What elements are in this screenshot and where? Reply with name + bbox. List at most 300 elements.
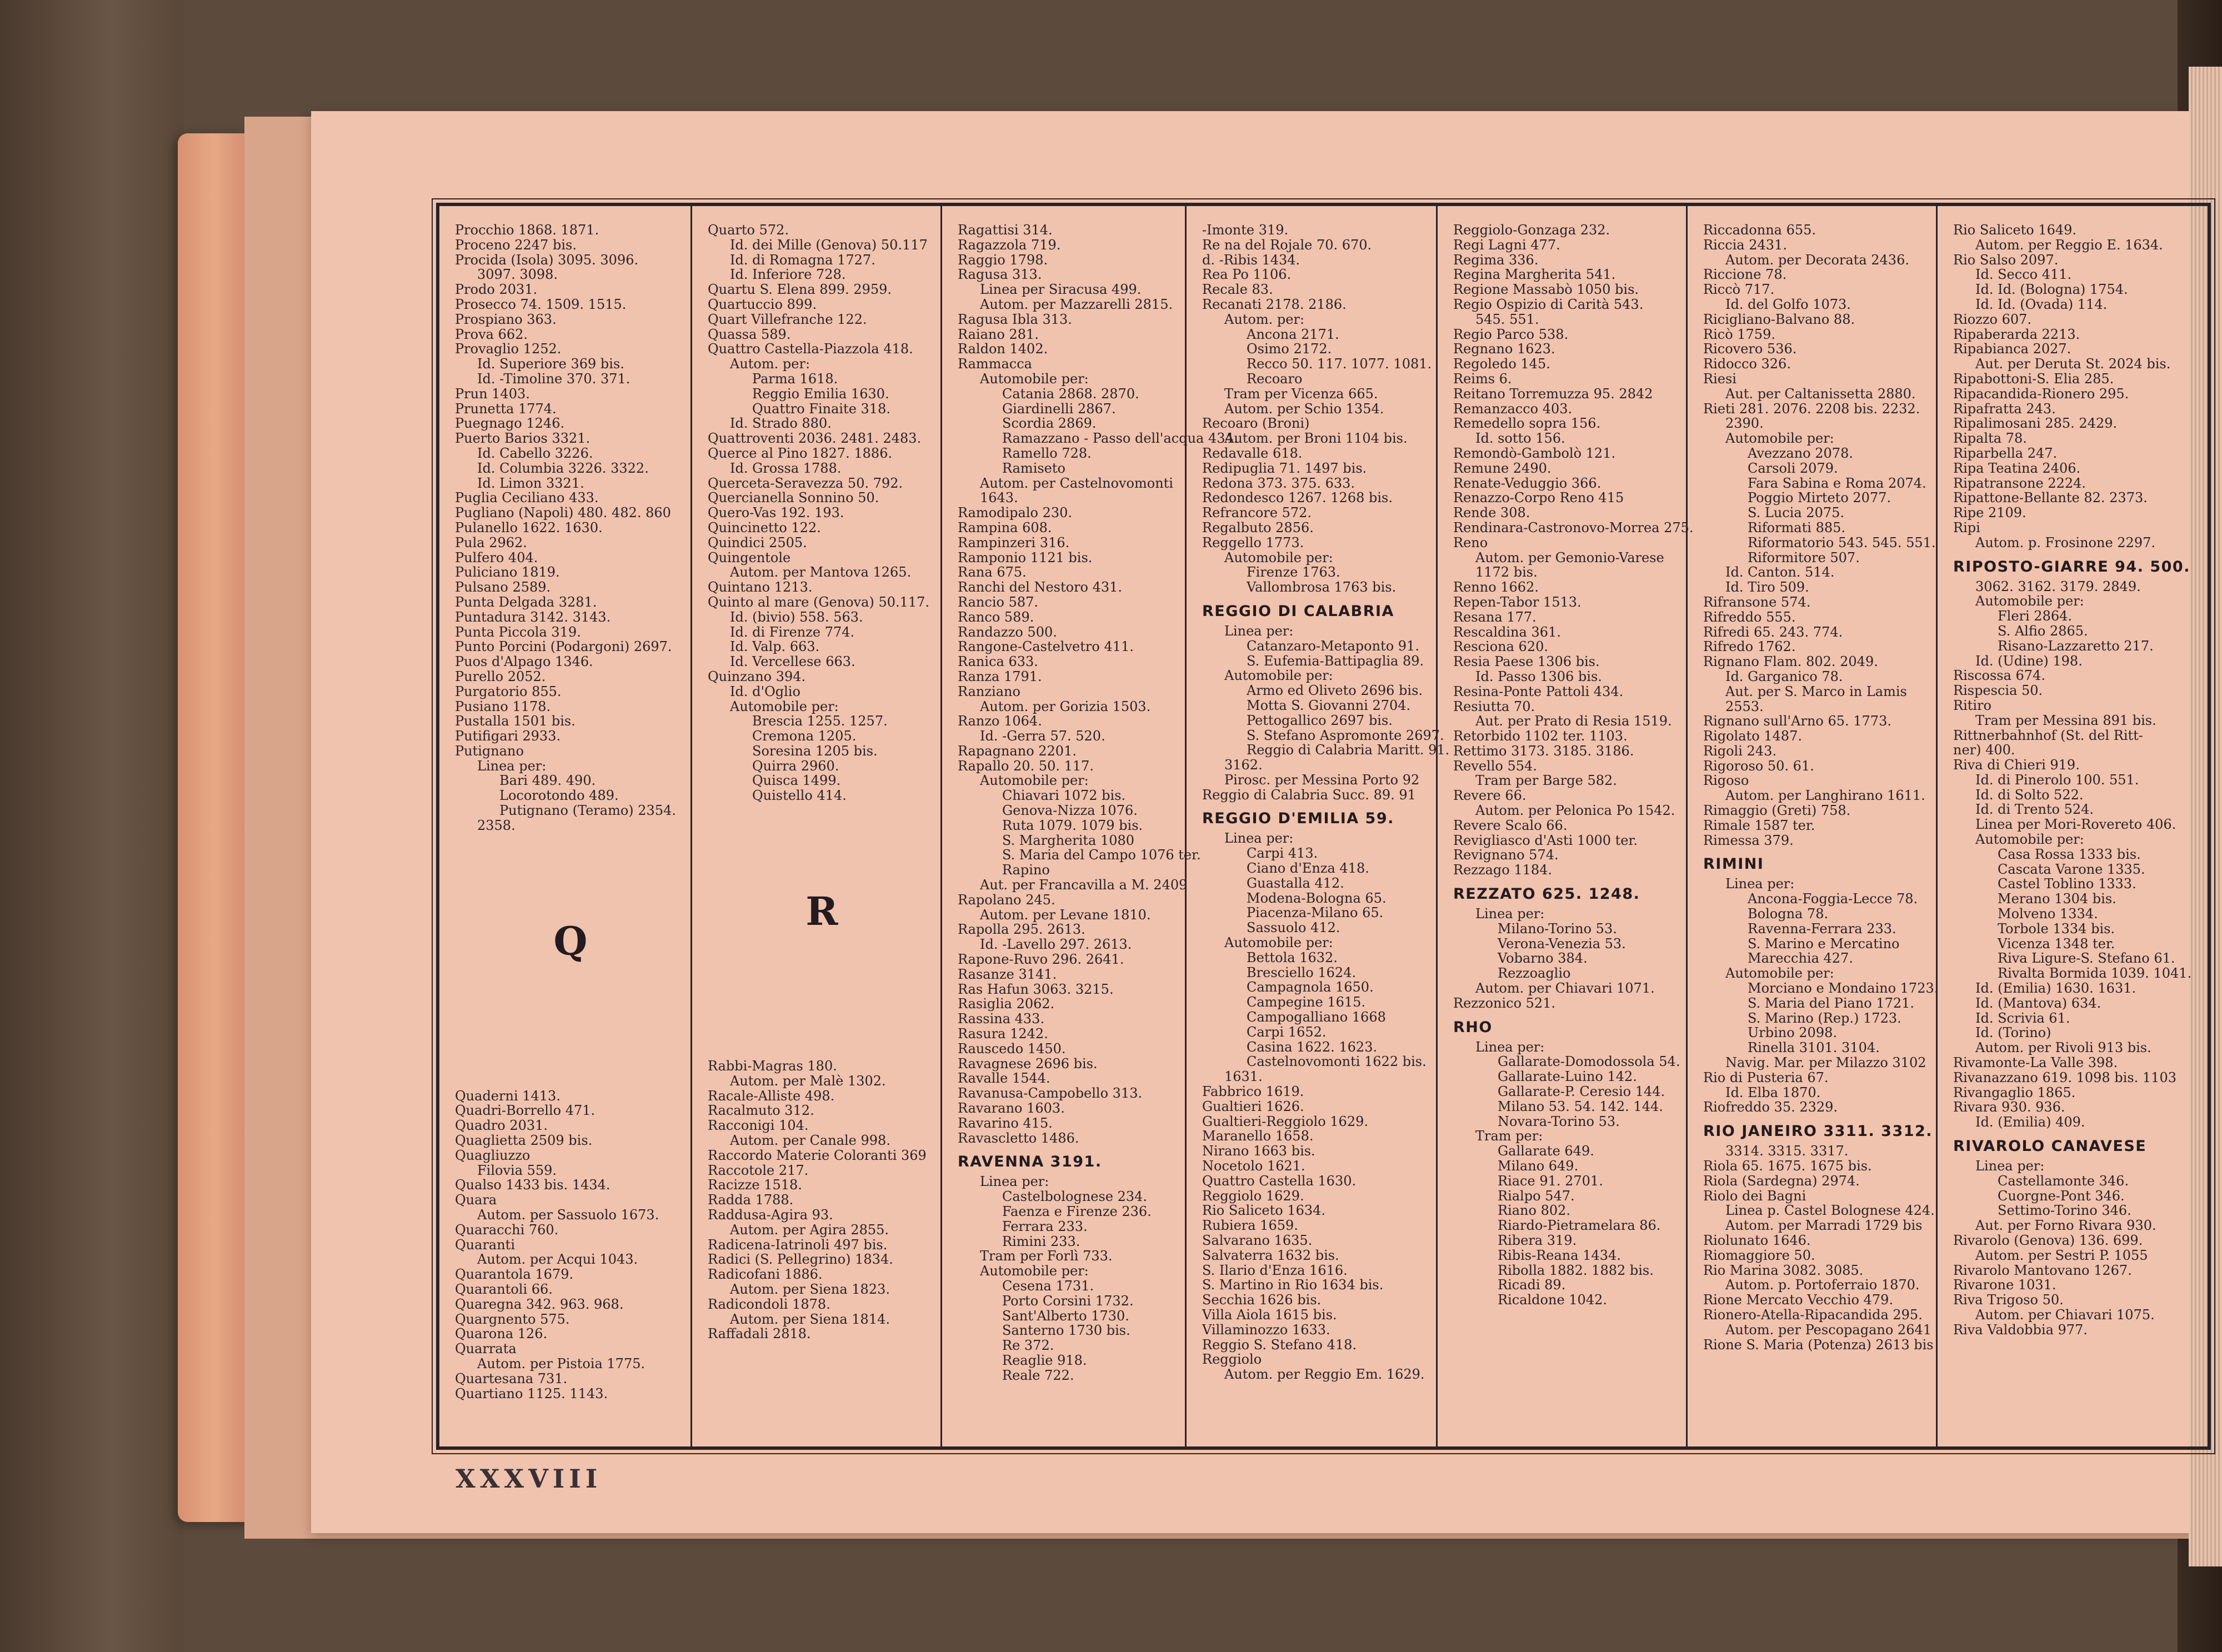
index-entry: Carpi 413. <box>1247 845 1318 862</box>
index-entry: Raddusa-Agira 93. <box>708 1207 833 1223</box>
index-entry: Rea Po 1106. <box>1202 267 1292 283</box>
index-entry: Vallombrosa 1763 bis. <box>1247 579 1397 595</box>
index-entry: Autom. per Siena 1814. <box>730 1311 890 1327</box>
index-entry: Ramazzano - Passo dell'acqua 434. <box>1002 430 1238 447</box>
index-entry: Quattro Finaite 318. <box>752 401 890 417</box>
index-entry: Rio Marina 3082. 3085. <box>1703 1262 1864 1278</box>
index-entry: Rasanze 3141. <box>958 966 1057 982</box>
index-entry: Tram per Barge 582. <box>1475 773 1617 789</box>
index-entry: Autom. per Pescopagano 2641 <box>1725 1321 1932 1338</box>
index-entry: Rio Salso 2097. <box>1953 252 2059 268</box>
index-entry: Rauscedo 1450. <box>958 1040 1066 1057</box>
index-entry: Autom. per Chiavari 1075. <box>1975 1306 2155 1323</box>
index-entry: Revigliasco d'Asti 1000 ter. <box>1453 832 1638 848</box>
index-entry: Ripalta 78. <box>1953 430 2027 447</box>
index-entry: Linea per Mori-Rovereto 406. <box>1975 817 2176 833</box>
index-entry: Id. Inferiore 728. <box>730 267 846 283</box>
index-entry: Quistello 414. <box>752 788 847 804</box>
index-entry: Reggiolo-Gonzaga 232. <box>1453 222 1610 238</box>
index-entry: Riace 91. 2701. <box>1498 1173 1603 1189</box>
index-entry: Villaminozzo 1633. <box>1202 1321 1330 1338</box>
index-entry: Prunetta 1774. <box>455 401 557 417</box>
index-entry: Riformati 885. <box>1748 519 1846 535</box>
index-entry: Redavalle 618. <box>1202 445 1303 461</box>
index-entry: Quartesana 731. <box>455 1370 568 1386</box>
index-entry: Quartiano 1125. 1143. <box>455 1385 608 1401</box>
index-entry: Ragusa Ibla 313. <box>958 311 1072 327</box>
index-entry: Armo ed Oliveto 2696 bis. <box>1247 683 1423 699</box>
index-entry: Novara-Torino 53. <box>1498 1113 1620 1129</box>
index-entry: Gallarate 649. <box>1498 1143 1594 1159</box>
index-entry: Autom. per: <box>1224 311 1305 327</box>
index-entry: Quattro Castella 1630. <box>1202 1173 1357 1189</box>
entry-list <box>708 1059 936 1341</box>
index-entry: Osimo 2172. <box>1247 341 1332 357</box>
index-entry: Id. Strado 880. <box>730 415 832 432</box>
index-entry: Id. d'Oglio <box>730 683 800 699</box>
index-entry: Rio di Pusteria 67. <box>1703 1069 1829 1085</box>
index-entry: Reggio di Calabria Succ. 89. 91 <box>1202 787 1416 803</box>
index-entry: Retorbido 1102 ter. 1103. <box>1453 728 1628 744</box>
index-entry: Autom. per Gorizia 1503. <box>980 698 1151 714</box>
index-entry: Linea per: <box>1224 830 1294 847</box>
index-entry: Automobile per: <box>980 371 1089 387</box>
index-entry: Settimo-Torino 346. <box>1998 1203 2131 1219</box>
index-entry: Ripi <box>1953 519 1980 535</box>
index-entry: Autom. per: <box>730 356 810 372</box>
index-entry: Catanzaro-Metaponto 91. <box>1247 638 1419 654</box>
index-entry: Riano 802. <box>1498 1203 1571 1219</box>
index-entry: Autom. per Castelnovomonti <box>980 475 1173 491</box>
index-entry: 1172 bis. <box>1475 564 1538 580</box>
index-entry: Reggiolo <box>1202 1351 1262 1368</box>
index-entry: Remedello sopra 156. <box>1453 415 1601 432</box>
index-entry: Campegine 1615. <box>1247 994 1366 1010</box>
index-entry: Molveno 1334. <box>1998 906 2098 922</box>
index-entry: Salvarano 1635. <box>1202 1233 1313 1248</box>
index-entry: Pugliano (Napoli) 480. 482. 860 <box>455 505 671 521</box>
index-entry: 3314. 3315. 3317. <box>1725 1143 1849 1159</box>
index-entry: Verona-Venezia 53. <box>1498 935 1626 952</box>
index-entry: Autom. per Malè 1302. <box>730 1073 886 1089</box>
index-entry: Quarantoli 66. <box>455 1281 553 1298</box>
index-entry: Rassina 433. <box>958 1011 1045 1027</box>
index-entry: Fabbrico 1619. <box>1202 1084 1304 1100</box>
index-entry: Ripatransone 2224. <box>1953 475 2086 491</box>
index-entry: Quindici 2505. <box>708 534 807 550</box>
index-entry: Rione S. Maria (Potenza) 2613 bis <box>1703 1336 1934 1353</box>
index-entry: Vobarno 384. <box>1498 950 1588 967</box>
index-entry: Autom. per Marradi 1729 bis <box>1725 1218 1923 1234</box>
index-entry: Procida (Isola) 3095. 3096. <box>455 252 639 268</box>
index-entry: Resina-Ponte Pattoli 434. <box>1453 683 1624 699</box>
section-heading-rezzato: REZZATO 625. 1248. <box>1453 885 1640 903</box>
index-entry: Linea per Siracusa 499. <box>980 282 1142 298</box>
index-entry: Quarantola 1679. <box>455 1266 574 1283</box>
index-entry: Milano 53. 54. 142. 144. <box>1498 1098 1663 1114</box>
index-entry: Ranzo 1064. <box>958 713 1042 729</box>
section-heading-rio-janeiro: RIO JANEIRO 3311. 3312. <box>1703 1123 1933 1140</box>
index-entry: Riccia 2431. <box>1703 237 1787 253</box>
index-entry: S. Stefano Aspromonte 2697. <box>1247 727 1444 743</box>
index-entry: Regio Parco 538. <box>1453 326 1569 342</box>
index-entry: Rescaldina 361. <box>1453 624 1561 640</box>
index-entry: Ramiseto <box>1002 460 1065 476</box>
index-entry: Rimessa 379. <box>1703 832 1794 848</box>
index-entry: Qualso 1433 bis. 1434. <box>455 1177 610 1193</box>
index-entry: Tram per Vicenza 665. <box>1224 386 1378 402</box>
index-entry: Quisca 1499. <box>752 773 841 789</box>
index-entry: Nirano 1663 bis. <box>1202 1143 1315 1159</box>
index-entry: Villa Aiola 1615 bis. <box>1202 1306 1337 1323</box>
index-entry: Ravascletto 1486. <box>958 1130 1079 1146</box>
index-entry: Campogalliano 1668 <box>1247 1009 1386 1025</box>
entry-list <box>1202 223 1432 595</box>
index-entry: Putignano (Teramo) 2354. <box>499 803 676 819</box>
index-entry: Linea per: <box>1224 623 1294 639</box>
index-entry: Prova 662. <box>455 326 528 342</box>
index-entry: Rio Saliceto 1634. <box>1202 1203 1325 1219</box>
entry-list <box>1703 1143 1935 1353</box>
index-entry: Ramodipalo 230. <box>958 505 1073 521</box>
index-entry: Milano-Torino 53. <box>1498 920 1617 937</box>
index-entry: Regima 336. <box>1453 252 1539 268</box>
index-entry: Quattroventi 2036. 2481. 2483. <box>708 430 922 447</box>
index-entry: Id. Elba 1870. <box>1725 1084 1821 1100</box>
index-entry: Quattro Castella-Piazzola 418. <box>708 341 913 357</box>
section-heading-riposto-giarre: RIPOSTO-GIARRE 94. 500. <box>1953 558 2190 575</box>
index-entry: Pulfero 404. <box>455 549 538 565</box>
entry-list <box>1202 623 1450 803</box>
index-entry: Riola 65. 1675. 1675 bis. <box>1703 1158 1872 1174</box>
index-entry: Rezzoaglio <box>1498 965 1571 982</box>
index-entry: Regina Margherita 541. <box>1453 267 1616 283</box>
index-entry: -Imonte 319. <box>1202 222 1289 238</box>
index-entry: Ferrara 233. <box>1002 1218 1088 1234</box>
index-entry: Pettogallico 2697 bis. <box>1247 712 1393 728</box>
index-entry: Raccotole 217. <box>708 1162 809 1178</box>
index-entry: Remondò-Gambolò 121. <box>1453 445 1616 461</box>
index-entry: Autom. per Sestri P. 1055 <box>1975 1247 2148 1263</box>
index-entry: Recoaro (Broni) <box>1202 415 1310 432</box>
index-table <box>436 203 2211 1450</box>
index-entry: Id. Cabello 3226. <box>477 445 593 461</box>
index-entry: Ravenna-Ferrara 233. <box>1748 920 1896 937</box>
index-entry: Riva di Chieri 919. <box>1953 757 2080 773</box>
index-entry: S. Marino e Mercatino <box>1748 935 1900 952</box>
index-entry: Bettola 1632. <box>1247 949 1338 965</box>
entry-list <box>708 223 936 803</box>
index-entry: Raiano 281. <box>958 326 1039 342</box>
index-entry: Puntadura 3142. 3143. <box>455 609 611 625</box>
index-entry: Autom. per Chiavari 1071. <box>1475 980 1655 997</box>
index-entry: Recale 83. <box>1202 282 1273 298</box>
index-entry: Cesena 1731. <box>1002 1278 1094 1294</box>
index-entry: Riva Trigoso 50. <box>1953 1292 2064 1308</box>
index-entry: Autom. p. Portoferraio 1870. <box>1725 1277 1920 1293</box>
index-entry: Id. di Trento 524. <box>1975 802 2094 818</box>
index-entry: Aut. per Prato di Resia 1519. <box>1475 713 1672 729</box>
index-entry: S. Maria del Piano 1721. <box>1748 995 1915 1011</box>
index-entry: Rapone-Ruvo 296. 2641. <box>958 952 1124 968</box>
index-entry: Maranello 1658. <box>1202 1128 1314 1144</box>
index-entry: Rifredi 65. 243. 774. <box>1703 624 1843 640</box>
index-entry: Rana 675. <box>958 564 1027 580</box>
index-entry: Id. (bivio) 558. 563. <box>730 609 863 625</box>
index-entry: Bologna 78. <box>1748 906 1829 922</box>
index-column-6 <box>1686 206 1939 1446</box>
index-entry: Autom. per Pelonica Po 1542. <box>1475 803 1675 819</box>
index-entry: Automobile per: <box>1975 593 2084 609</box>
index-entry: Riolunato 1646. <box>1703 1233 1811 1248</box>
entry-list <box>1202 831 1432 1381</box>
section-heading-ravenna: RAVENNA 3191. <box>958 1153 1102 1171</box>
index-entry: Puglia Ceciliano 433. <box>455 490 599 506</box>
index-entry: Rammacca <box>958 356 1032 372</box>
index-entry: Bari 489. 490. <box>499 773 596 789</box>
index-entry: S. Martino in Rio 1634 bis. <box>1202 1277 1384 1293</box>
index-entry: Rabbi-Magras 180. <box>708 1058 837 1074</box>
index-entry: Remune 2490. <box>1453 460 1552 476</box>
index-entry: Reno <box>1453 534 1488 550</box>
index-entry: Ricovero 536. <box>1703 341 1797 357</box>
index-entry: Autom. per Langhirano 1611. <box>1725 788 1925 804</box>
index-entry: Ranco 589. <box>958 609 1034 625</box>
index-entry: Ripa Teatina 2406. <box>1953 460 2081 476</box>
index-entry: Rivangaglio 1865. <box>1953 1084 2076 1100</box>
index-entry: Modena-Bologna 65. <box>1247 890 1387 906</box>
index-entry: Urbino 2098. <box>1748 1025 1837 1041</box>
index-entry: Radicondoli 1878. <box>708 1296 830 1312</box>
index-entry: Radda 1788. <box>708 1192 794 1208</box>
index-entry: Autom. per Reggio E. 1634. <box>1975 237 2163 253</box>
index-entry: Riccione 78. <box>1703 267 1787 283</box>
index-entry: Renazzo-Corpo Reno 415 <box>1453 490 1624 506</box>
section-letter-q: Q <box>553 918 588 964</box>
index-entry: Racizze 1518. <box>708 1177 802 1193</box>
index-entry: Regio Ospizio di Carità 543. <box>1453 296 1644 312</box>
index-entry: Poggio Mirteto 2077. <box>1748 490 1891 506</box>
index-entry: Giardinelli 2867. <box>1002 401 1116 417</box>
index-entry: Id. sotto 156. <box>1475 430 1565 447</box>
index-entry: Carpi 1652. <box>1247 1024 1327 1040</box>
index-entry: Punto Porcini (Podargoni) 2697. <box>455 639 672 655</box>
index-entry: Risano-Lazzaretto 217. <box>1998 638 2154 654</box>
index-entry: Bresciello 1624. <box>1247 964 1357 980</box>
index-entry: Ripalimosani 285. 2429. <box>1953 415 2118 432</box>
index-entry: Revello 554. <box>1453 758 1537 774</box>
index-entry: Id. Scrivia 61. <box>1975 1010 2070 1026</box>
index-entry: Ripe 2109. <box>1953 505 2026 521</box>
index-entry: Id. di Firenze 774. <box>730 624 855 640</box>
index-entry: Porto Corsini 1732. <box>1002 1293 1134 1309</box>
index-entry: Ritiro <box>1953 697 1991 713</box>
index-entry: Id. Superiore 369 bis. <box>477 356 624 372</box>
index-entry: Riva Valdobbia 977. <box>1953 1321 2088 1338</box>
index-entry: 1643. <box>980 490 1018 506</box>
index-entry: Id. (Torino) <box>1975 1025 2051 1041</box>
index-entry: Ranza 1791. <box>958 668 1042 684</box>
index-entry: Filovia 559. <box>477 1162 557 1178</box>
index-entry: Resana 177. <box>1453 609 1537 625</box>
index-entry: Fara Sabina e Roma 2074. <box>1748 475 1926 491</box>
index-entry: Raffadali 2818. <box>708 1326 811 1342</box>
index-entry: Rasiglia 2062. <box>958 996 1055 1012</box>
index-entry: Castellamonte 346. <box>1998 1173 2129 1189</box>
index-entry: Rignano sull'Arno 65. 1773. <box>1703 713 1891 729</box>
index-entry: Ramponio 1121 bis. <box>958 549 1093 565</box>
index-entry: Ribera 319. <box>1498 1233 1577 1248</box>
index-entry: Quarrata <box>455 1341 517 1357</box>
index-entry: Riparbella 247. <box>1953 445 2058 461</box>
index-entry: Refrancore 572. <box>1202 505 1312 521</box>
index-entry: Quarona 126. <box>455 1326 548 1342</box>
index-entry: Regnano 1623. <box>1453 341 1555 357</box>
index-entry: Riesi <box>1703 371 1736 387</box>
index-entry: Gualtieri 1626. <box>1202 1098 1304 1114</box>
index-entry: 3097. 3098. <box>477 267 558 283</box>
index-entry: Prospiano 363. <box>455 311 557 327</box>
index-entry: Guastalla 412. <box>1247 875 1344 891</box>
index-entry: Autom. per Broni 1104 bis. <box>1224 430 1408 447</box>
index-entry: ner) 400. <box>1953 742 2015 758</box>
index-entry: Aut. per Francavilla a M. 2409 <box>980 877 1188 893</box>
index-entry: Torbole 1334 bis. <box>1998 920 2115 937</box>
index-entry: Recco 50. 117. 1077. 1081. <box>1247 356 1432 372</box>
index-entry: Quaglietta 2509 bis. <box>455 1133 593 1149</box>
index-entry: Putifigari 2933. <box>455 728 561 744</box>
index-entry: Vicenza 1348 ter. <box>1998 935 2115 952</box>
index-entry: Procchio 1868. 1871. <box>455 222 599 238</box>
index-column-5 <box>1436 206 1694 1446</box>
index-entry: Parma 1618. <box>752 371 838 387</box>
index-entry: Piacenza-Milano 65. <box>1247 905 1384 921</box>
index-entry: d. -Ribis 1434. <box>1202 252 1300 268</box>
index-entry: Rapolano 245. <box>958 892 1055 908</box>
index-entry: Rapallo 20. 50. 117. <box>958 758 1094 774</box>
index-entry: Renno 1662. <box>1453 579 1539 595</box>
index-entry: Id. Secco 411. <box>1975 267 2072 283</box>
index-entry: Navig. Mar. per Milazzo 3102 <box>1725 1055 1926 1071</box>
index-entry: Ramello 728. <box>1002 445 1092 461</box>
index-entry: Ruta 1079. 1079 bis. <box>1002 817 1143 833</box>
index-entry: Rivarolo Mantovano 1267. <box>1953 1262 2132 1278</box>
index-entry: S. Lucia 2075. <box>1748 505 1844 521</box>
index-entry: Riardo-Pietramelara 86. <box>1498 1218 1661 1234</box>
index-entry: Fleri 2864. <box>1998 608 2073 624</box>
entry-list <box>1703 876 1939 1115</box>
index-entry: Rignano Flam. 802. 2049. <box>1703 654 1878 670</box>
index-entry: Querce al Pino 1827. 1886. <box>708 445 893 461</box>
entry-list <box>958 1174 1180 1383</box>
index-entry: Radicena-Iatrinoli 497 bis. <box>708 1237 888 1253</box>
index-entry: Id. del Golfo 1073. <box>1725 296 1851 312</box>
index-entry: Ripafratta 243. <box>1953 401 2056 417</box>
index-entry: Rende 308. <box>1453 505 1530 521</box>
index-entry: Gallarate-Luino 142. <box>1498 1069 1637 1085</box>
index-entry: Casina 1622. 1623. <box>1247 1039 1378 1055</box>
index-entry: Recanati 2178. 2186. <box>1202 296 1347 312</box>
index-entry: Quercianella Sonnino 50. <box>708 490 879 506</box>
index-entry: Rivarone 1031. <box>1953 1277 2056 1293</box>
index-entry: Ricadi 89. <box>1498 1277 1566 1293</box>
index-entry: Autom. per Mazzarelli 2815. <box>980 296 1173 312</box>
section-heading-reggio-emilia: REGGIO D'EMILIA 59. <box>1202 810 1394 828</box>
index-entry: S. Margherita 1080 <box>1002 832 1135 848</box>
index-entry: Ridocco 326. <box>1703 356 1791 372</box>
index-entry: Ranziano <box>958 683 1020 699</box>
index-entry: Remanzacco 403. <box>1453 401 1573 417</box>
index-entry: Id. dei Mille (Genova) 50.117 <box>730 237 928 253</box>
index-entry: Ciano d'Enza 418. <box>1247 860 1369 877</box>
index-entry: Automobile per: <box>1224 549 1333 565</box>
index-entry: Automobile per: <box>980 773 1089 789</box>
index-entry: Reggello 1773. <box>1202 534 1304 550</box>
index-entry: Resia Paese 1306 bis. <box>1453 654 1600 670</box>
index-entry: Randazzo 500. <box>958 624 1057 640</box>
index-entry: Nocetolo 1621. <box>1202 1158 1305 1174</box>
index-entry: Reitano Torremuzza 95. 2842 <box>1453 386 1653 402</box>
index-entry: Racconigi 104. <box>708 1118 809 1134</box>
index-entry: Reggiolo 1629. <box>1202 1188 1304 1204</box>
index-entry: Re na del Rojale 70. 670. <box>1202 237 1372 253</box>
index-entry: Id. Columbia 3226. 3322. <box>477 460 649 476</box>
index-entry: Prun 1403. <box>455 386 530 402</box>
index-entry: Autom. per Pistoia 1775. <box>477 1356 645 1372</box>
index-entry: Revere 66. <box>1453 788 1527 804</box>
index-entry: Gallarate-P. Ceresio 144. <box>1498 1084 1665 1100</box>
index-entry: Milano 649. <box>1498 1158 1579 1174</box>
index-entry: Autom. p. Frosinone 2297. <box>1975 534 2155 550</box>
index-entry: S. Eufemia-Battipaglia 89. <box>1247 653 1424 669</box>
index-entry: Rimale 1587 ter. <box>1703 817 1815 833</box>
index-entry: Campagnola 1650. <box>1247 979 1374 995</box>
index-entry: Racale-Alliste 498. <box>708 1088 835 1104</box>
index-entry: Gualtieri-Reggiolo 1629. <box>1202 1113 1368 1129</box>
index-entry: Rapagnano 2201. <box>958 743 1077 759</box>
index-entry: Rigolato 1487. <box>1703 728 1802 744</box>
index-entry: Revere Scalo 66. <box>1453 817 1568 833</box>
index-entry: Rifransone 574. <box>1703 594 1811 610</box>
index-entry: Rialpo 547. <box>1498 1188 1575 1204</box>
index-entry: Quaderni 1413. <box>455 1088 560 1104</box>
index-entry: Reggio S. Stefano 418. <box>1202 1336 1357 1353</box>
index-entry: Automobile per: <box>980 1263 1089 1279</box>
index-entry: Firenze 1763. <box>1247 564 1340 580</box>
section-heading-rivarolo-canavese: RIVAROLO CANAVESE <box>1953 1138 2147 1155</box>
index-entry: Pula 2962. <box>455 534 527 550</box>
index-entry: S. Ilario d'Enza 1616. <box>1202 1262 1348 1278</box>
index-entry: Quagliuzzo <box>455 1147 531 1163</box>
index-entry: Quero-Vas 192. 193. <box>708 505 844 521</box>
index-entry: Purello 2052. <box>455 668 546 684</box>
index-entry: 2390. <box>1725 415 1764 432</box>
index-entry: Id. di Pinerolo 100. 551. <box>1975 772 2139 788</box>
index-entry: Quinto al mare (Genova) 50.117. <box>708 594 930 610</box>
index-entry: Riola (Sardegna) 2974. <box>1703 1173 1860 1189</box>
index-entry: Automobile per: <box>1224 935 1333 951</box>
index-entry: Tram per Messina 891 bis. <box>1975 712 2156 728</box>
index-entry: Rifreddo 555. <box>1703 609 1796 625</box>
index-entry: Quadri-Borrello 471. <box>455 1103 595 1119</box>
index-entry: Raldon 1402. <box>958 341 1048 357</box>
index-entry: Id. Id. (Bologna) 1754. <box>1975 282 2128 298</box>
index-entry: 545. 551. <box>1475 311 1539 327</box>
index-entry: Autom. per Canale 998. <box>730 1133 890 1149</box>
index-entry: Redondesco 1267. 1268 bis. <box>1202 490 1393 506</box>
index-entry: Id. Id. (Ovada) 114. <box>1975 296 2108 312</box>
index-entry: Ripattone-Bellante 82. 2373. <box>1953 490 2148 506</box>
